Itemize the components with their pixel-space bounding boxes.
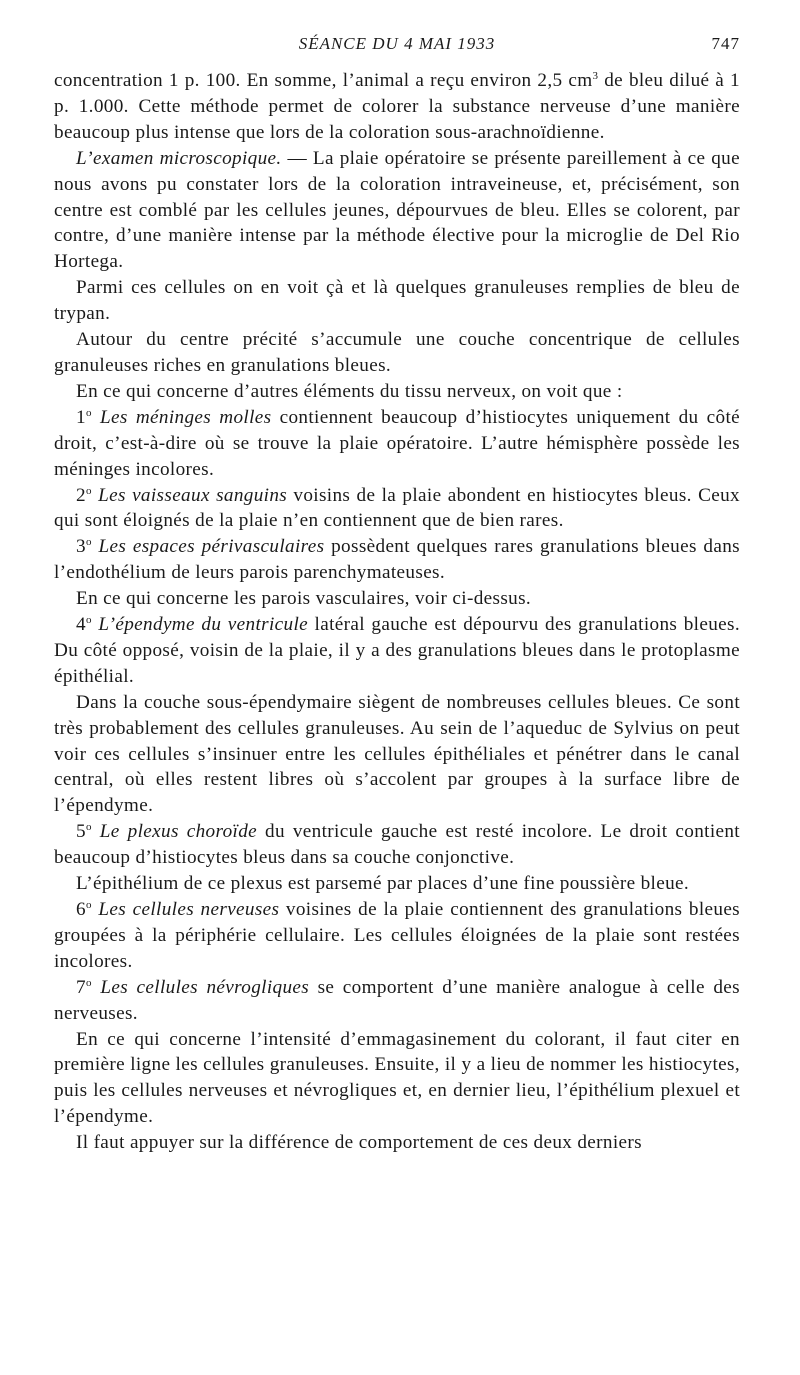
ordinal-mark: o [85,484,92,497]
item-number: 2 [76,484,86,506]
ordinal-mark: o [85,899,92,911]
superscript: 3 [592,70,599,82]
paragraph-continuation [54,68,740,146]
list-item [54,819,740,871]
page-number: 747 [711,34,740,53]
ordinal-mark: o [85,614,92,627]
paragraph [54,146,740,276]
paragraph-text: — La plaie opératoire se présente pareillement à ce que nous avons pu constater lors de la coloration intraveineuse, et, précisément, son centre est comblé par les cellules jeunes, dépourvues de bleu. Elles se colorent, par contre, d’une manière intense par la méthode élective pour la microglie de Del Rio Hortega. [54,147,740,273]
item-number: 7 [76,976,86,998]
paragraph-text: concentration 1 p. 100. En somme, l’animal a reçu environ 2,5 cm [54,70,593,91]
item-text: voisines de la plaie contiennent des granulations bleues groupées à la périphérie cellulaire. Les cellules éloignées de la plaie sont restées incolores. [54,899,740,972]
item-heading: Les vaisseaux sanguins [91,484,288,506]
item-number: 6 [76,899,86,920]
paragraph: Il faut appuyer sur la différence de comportement de ces deux derniers [76,1132,642,1154]
paragraph: Parmi ces cellules on en voit çà et là quelques granuleuses remplies de bleu de trypan. [54,277,740,325]
list-item [54,534,740,586]
item-text: latéral gauche est dépourvu des granulations bleues. Du côté opposé, voisin de la plaie, il y a des granulations bleues dans le protoplasme épithélial. [54,614,741,687]
item-heading: Le plexus choroïde [91,821,258,843]
paragraph: Autour du centre précité s’accumule une couche concentrique de cellules granuleuses riches en granulations bleues. [54,329,740,376]
ordinal-mark: o [85,976,92,989]
item-text: voisins de la plaie abondent en histiocytes bleus. Ceux qui sont éloignés de la plaie n’en contiennent que de bien rares. [54,484,740,532]
item-heading: L’épendyme du ventricule [91,614,309,636]
ordinal-mark: o [85,821,92,834]
item-text: se comportent d’une manière analogue à celle des nerveuses. [54,976,740,1024]
item-number: 4 [76,614,86,636]
paragraph: L’épithélium de ce plexus est parsemé par places d’une fine poussière bleue. [76,873,690,895]
item-number: 1 [76,406,86,428]
section-heading: L’examen microscopique. [76,147,282,169]
item-number: 5 [76,821,86,843]
item-heading: Les méninges molles [91,406,272,428]
item-text: contiennent beaucoup d’histiocytes uniquement du côté droit, c’est-à-dire où se trouve la plaie opératoire. L’autre hémisphère possède les méninges incolores. [54,406,741,480]
item-text: possèdent quelques rares granulations bleues dans l’endothélium de leurs parois parenchymateuses. [54,536,740,584]
paragraph: En ce qui concerne l’intensité d’emmagasinement du colorant, il faut citer en première ligne les cellules granuleuses. Ensuite, il y a lieu de nommer les histiocytes, puis les cellules nerveuses et névrogliques et, en dernier lieu, l’épithélium plexuel et l’épendyme. [54,1028,740,1128]
paragraph: Dans la couche sous-épendymaire siègent de nombreuses cellules bleues. Ce sont très probablement des cellules granuleuses. Au sein de l’aqueduc de Sylvius on peut voir ces cellules s’insinuer entre les cellules épithéliales et pénétrer dans le canal central, où elles restent libres où s’accolent par groupes à la surface libre de l’épendyme. [54,691,740,817]
item-heading: Les espaces périvasculaires [91,536,325,558]
page-header [54,34,740,58]
paragraph: En ce qui concerne les parois vasculaires, voir ci-dessus. [76,588,532,610]
running-title: SÉANCE DU 4 MAI 1933 [298,34,496,53]
item-text: du ventricule gauche est resté incolore. Le droit contient beaucoup d’histiocytes bleus dans sa couche conjonctive. [54,821,740,869]
item-heading: Les cellules nerveuses [91,899,280,920]
ordinal-mark: o [85,536,92,549]
list-item [54,975,740,1027]
ordinal-mark: o [85,406,92,419]
item-heading: Les cellules névrogliques [91,976,310,998]
paragraph: En ce qui concerne d’autres éléments du tissu nerveux, on voit que : [76,380,623,402]
body-text [54,68,740,1156]
list-item [54,897,740,975]
list-item [54,405,740,483]
item-number: 3 [76,536,86,558]
list-item [54,483,740,535]
paragraph-text: de bleu dilué à 1 p. 1.000. Cette méthode permet de colorer la substance nerveuse d’une manière beaucoup plus intense que lors de la coloration sous-arachnoïdienne. [54,70,740,143]
list-item [54,612,740,690]
